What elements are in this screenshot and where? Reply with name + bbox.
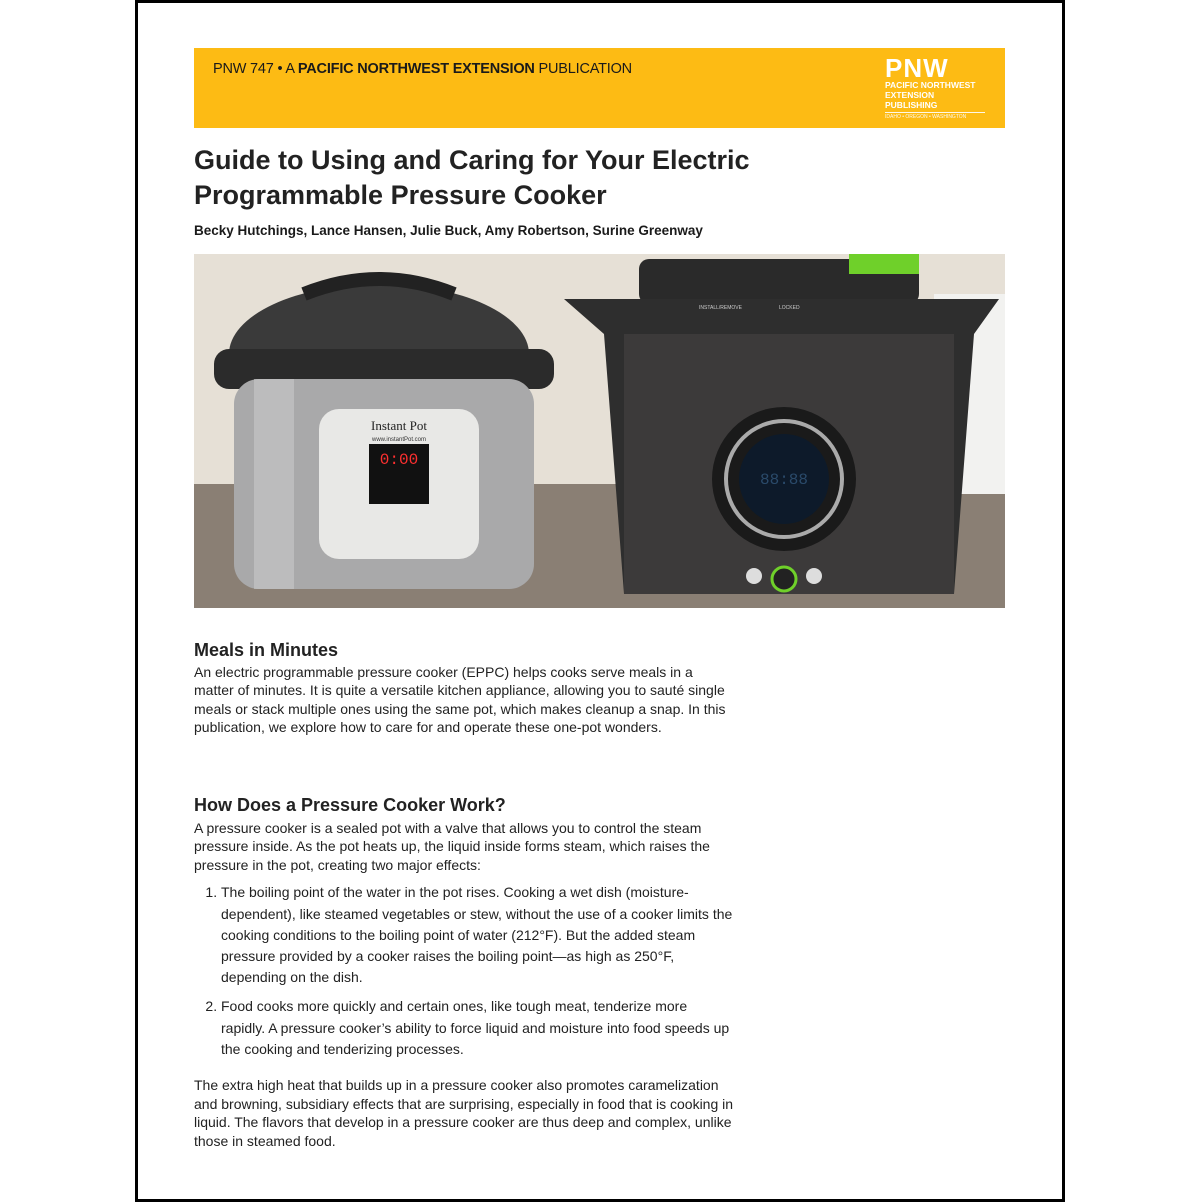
display-readout: 0:00 <box>379 451 419 469</box>
paragraph: A pressure cooker is a sealed pot with a valve that allows you to control the steam pressure inside. As the pot heats up, the liquid inside forms steam, which raises the pressure in the pot, creating two major effects: <box>194 819 710 873</box>
list-item: 2. Food cooks more quickly and certain ones, like tough meat, tenderize more rapidly. A pressure cooker’s ability to force liquid and moisture into food speeds up the cooking and tenderizing processes. <box>221 996 734 1060</box>
lid-label-locked: LOCKED <box>779 305 800 311</box>
brand-url: www.instantPot.com <box>371 437 427 443</box>
lid-label-install: INSTALL/REMOVE <box>699 305 742 311</box>
logo-mark: PNW <box>885 53 949 83</box>
brand-label: Instant Pot <box>371 418 427 433</box>
pub-suffix: PUBLICATION <box>534 61 632 77</box>
publication-banner <box>194 48 1005 128</box>
paragraph: The extra high heat that builds up in a pressure cooker also promotes caramelization and browning, subsidiary effects that are surprising, especially in food that is cooking in liquid. The flavors that develop in a pressure cooker are thus deep and complex, unlike those in steamed food. <box>194 1077 734 1149</box>
pub-number: PNW 747 • A <box>213 61 298 77</box>
effects-list <box>194 882 734 1060</box>
display-readout-right: 88:88 <box>759 471 809 489</box>
authors: Becky Hutchings, Lance Hansen, Julie Buck, Amy Robertson, Surine Greenway <box>194 223 703 238</box>
section-heading: How Does a Pressure Cooker Work? <box>194 795 506 815</box>
section-meals <box>194 641 734 737</box>
org-name: PACIFIC NORTHWEST EXTENSION <box>297 61 535 77</box>
section-heading: Meals in Minutes <box>194 640 339 660</box>
instant-pot-image <box>214 279 554 589</box>
list-item: 1. The boiling point of the water in the pot rises. Cooking a wet dish (moisture-dependent), like steamed vegetables or stew, without the use of a cooker limits the cooking conditions to the boiling point of water (212°F). But the added steam pressure provided by a cooker raises the boiling point—as high as 250°F, depending on the dish. <box>221 882 734 988</box>
paragraph: An electric programmable pressure cooker (EPPC) helps cooks serve meals in a matter of minutes. It is quite a versatile kitchen appliance, allowing you to sauté single meals or stack multiple ones using the same pot, which makes cleanup a snap. In this publication, we explore how to care for and operate these one-pot wonders. <box>194 663 726 736</box>
logo-line3: IDAHO • OREGON • WASHINGTON <box>885 112 985 121</box>
pnw-logo <box>885 53 985 122</box>
pressure-cookers-photo <box>194 254 1005 608</box>
logo-line1: PACIFIC NORTHWEST <box>885 80 976 90</box>
logo-line2: EXTENSION PUBLISHING <box>885 90 938 110</box>
section-how-it-works <box>194 796 734 1150</box>
electric-cooker-image <box>564 254 999 594</box>
page-title: Guide to Using and Caring for Your Electric Programmable Pressure Cooker <box>194 145 750 210</box>
publication-label <box>213 61 632 77</box>
